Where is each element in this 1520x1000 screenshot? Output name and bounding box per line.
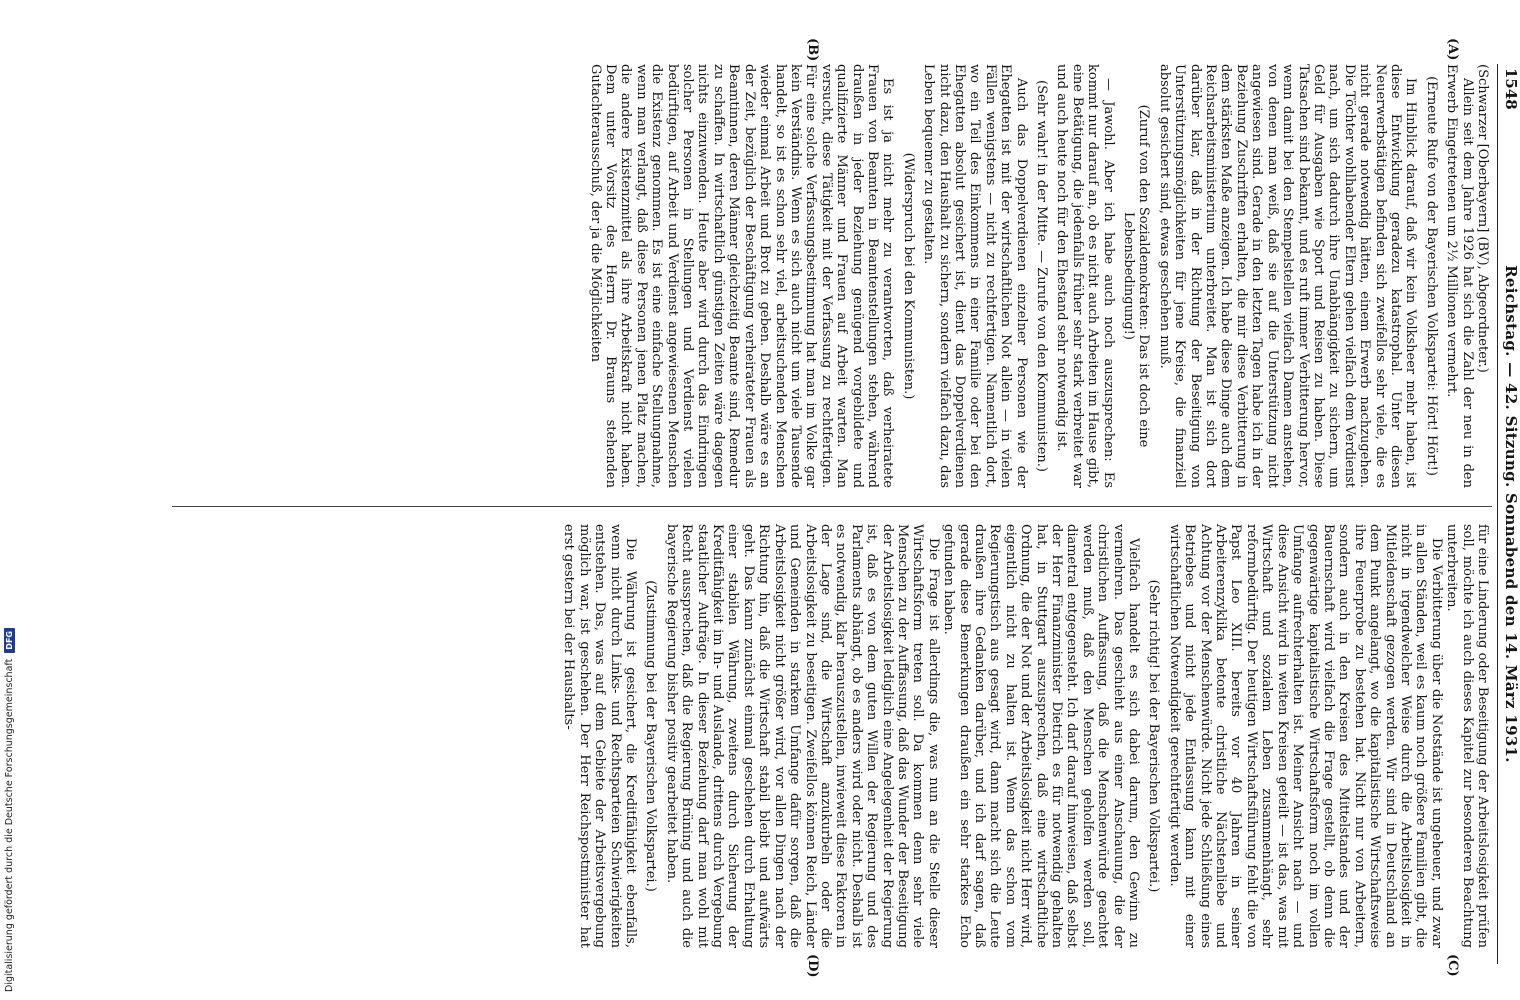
digitization-note: Digitalisierung gefördert durch die Deutsche Forschungsgemeinschaft (3, 658, 15, 992)
right-column (561, 524, 1490, 948)
margin-mark-a: (A) (1445, 38, 1460, 61)
running-title: Reichstag. — 42. Sitzung. Sonnabend den 14. März 1931. (1502, 265, 1520, 763)
left-column (587, 64, 1490, 488)
interjection: (Widerspruch bei den Kommunisten.) (900, 152, 916, 400)
interjection: (Erneute Rufe von der Bayerischen Volkspartei: Hört! Hört!) (1423, 76, 1439, 476)
interjection: (Zuruf von den Sozialdemokraten: Das ist doch eine Lebensbedingung!) (1121, 104, 1152, 448)
margin-mark-c: (C) (1445, 954, 1460, 977)
margin-mark-d: (D) (805, 954, 820, 978)
paragraph: — Jawohl. Aber ich habe auch noch auszusprechen: Es kommt nur darauf an, ob es nicht auch Arbeiten im Hause gibt, eine Betätigung, die jedenfalls früher sehr stark verbreitet war und auch heute noch für den Ehestand sehr notwendig ist. (1054, 64, 1116, 488)
paragraph: Auch das Doppelverdienen einzelner Personen wie der Ehegatten ist mit der wirtschaftlichen Not allein — in vielen Fällen wenigstens — nicht zu rechtfertigen. Namentlich dort, wo ein Teil des Einkommens in einer Familie oder bei den Ehegatten absolut gesichert ist, dient das Doppelverdienen nicht dazu, den Haushalt zu sichern, sondern vielfach dazu, das Leben bequemer zu gestalten. (921, 64, 1029, 488)
scanned-page (100, 38, 1520, 978)
digitization-note-strip (0, 0, 18, 1000)
dfg-logo: DFG (4, 628, 15, 653)
paragraph: Es ist ja nicht mehr zu verantworten, daß verheiratete Frauen von Beamten in Beamtenstellungen stehen, während draußen in jeder Beziehung genügend vorgebildete und qualifizierte Männer und Frauen auf Arbeit warten. Man versucht, diese Tätigkeit mit der Verfassung zu rechtfertigen. Für eine solche Verfassungsbestimmung hat man im Volke gar kein Verständnis. Wenn es sich auch nicht um viele Tausende handelt, so ist es schon sehr viel, arbeitsuchenden Menschen wieder einmal Arbeit und Brot zu geben. Deshalb wäre es an der Zeit, bezüglich der Beschäftigung verheirateter Frauen als Beamtinnen, deren Männer gleichzeitig Beamte sind, Remedur zu schaffen. In wirtschaftlich günstigen Zeiten wäre dagegen nichts einzuwenden. Heute aber wird durch das Eindringen solcher Personen in Stellungen und Verdienst vielen bedürftigen, auf Arbeit und Verdienst angewiesenen Menschen die Existenz genommen. Es ist eine einfache Stellungnahme, wenn man verlangt, daß diese Personen jenen Platz machen, die andere Existenzmittel als ihre Arbeitskraft nicht haben. Dem unter Vorsitz des Herrn Dr. Brauns stehenden Gutachterausschuß, der ja die Möglichkeiten (587, 64, 896, 488)
interjection: (Sehr wahr! in der Mitte. — Zurufe von den Kommunisten.) (1034, 80, 1050, 472)
paragraph: Im Hinblick darauf, daß wir kein Volksheer mehr haben, ist diese Entwicklung geradezu katastrophal. Unter diesen Neuerwerbstätigen befinden sich zweifellos sehr viele, die es nicht gerade notwendig hätten, einem Erwerb nachzugehen. Die Töchter wohlhabender Eltern gehen vielfach dem Verdienst nach, um sich dadurch ihre Unabhängigkeit zu sichern, um Geld für Ausgaben wie Sport und Reisen zu haben. Diese Tatsachen sind bekannt, und es ruft immer Verbitterung hervor, wenn damit bei den Stempelstellen vielfach Damen anstehen, von denen man weiß, daß sie auf die Unterstützung nicht angewiesen sind. Gerade in den letzten Tagen habe ich in der Beziehung Zuschriften erhalten, die mir diese Verbitterung in dem stärksten Maße anzeigen. Ich habe diese Dinge auch dem Reichsarbeitsministerium unterbreitet. Man ist sich dort darüber klar, daß in der Richtung der Beseitigung von Unterstützungsmöglichkeiten für jene Kreise, die finanziell absolut gesichert sind, etwas geschehen muß. (1156, 64, 1419, 488)
margin-mark-b: (B) (805, 38, 820, 62)
interjection: (Zustimmung bei der Bayerischen Volkspartei.) (643, 580, 659, 892)
paragraph: (Schwarzer [Oberbayern] (BV), Abgeordneter.) (1475, 64, 1490, 373)
paragraph: Vielfach handelt es sich dabei darum, den Gewinn zu vermehren. Das geschieht aus einer Anschauung, die der christlichen Auffassung, daß die Menschenwürde geachtet werden muß, daß den Menschen geholfen werden soll, diametral entgegensteht. Ich darf darauf hinweisen, daß selbst der Herr Finanzminister Dietrich es für notwendig gehalten hat, in Stuttgart auszusprechen, daß eine wirtschaftliche Ordnung, die der Not und der Arbeitslosigkeit nicht Herr wird, eigentlich nicht zu halten ist. Wenn das schon vom Regierungstisch aus gesagt wird, dann macht sich die Leute draußen ihre Gedanken darüber, und ich darf sagen, daß gerade diese Bemerkungen draußen ein sehr starkes Echo gefunden haben. (941, 524, 1142, 948)
paragraph: Die Frage ist allerdings die, was nun an die Stelle dieser Wirtschaftsform treten soll. Da kommen denn sehr viele Menschen zu der Auffassung, daß das Wunder der Beseitigung der Arbeitslosigkeit lediglich eine Angelegenheit der Regierung ist, daß es von dem guten Willen der Regierung und des Parlaments abhängt, ob es anders wird oder nicht. Deshalb ist es notwendig, klar herauszustellen, inwieweit diese Faktoren in der Lage sind, die Wirtschaft anzukurbeln oder die Arbeitslosigkeit zu beseitigen. Zweifellos können Reich, Länder und Gemeinden in starkem Umfange dafür sorgen, daß die Arbeitslosigkeit nicht größer wird, vor allen Dingen nach der Richtung hin, daß die Wirtschaft stabil bleibt und aufwärts geht. Das kann zunächst einmal geschehen durch Erhaltung einer stabilen Währung, zweitens durch Sicherung der Kreditfähigkeit im In- und Auslande, drittens durch Vergebung staatlicher Aufträge. In dieser Beziehung darf man wohl mit Recht aussprechen, daß die Regierung Brüning und auch die bayerische Regierung bisher positiv gearbeitet haben. (663, 524, 941, 948)
paragraph: Allein seit dem Jahre 1926 hat sich die Zahl der neu in den Erwerb Eingetretenen um 2½ Millionen vermehrt. (1444, 64, 1475, 488)
paragraph: Die Währung ist gesichert, die Kreditfähigkeit ebenfalls, wenn nicht durch Links- und Rechtsparteien Schwierigkeiten entstehen. Das, was auf dem Gebiete der Arbeitsvergebung möglich war, ist geschehen. Der Herr Reichspostminister hat erst gestern bei der Haushalts- (561, 524, 639, 948)
paragraph: Die Verbitterung über die Notstände ist ungeheuer, und zwar in allen Ständen, weil es kaum noch größere Familien gibt, die nicht in irgendwelcher Weise durch die Arbeitslosigkeit in Mitleidenschaft gezogen werden. Wir sind in Deutschland an dem Punkt angelangt, wo die kapitalistische Wirtschaftsweise ihre Feuerprobe zu bestehen hat. Nicht nur von Arbeitern, sondern auch in den Kreisen des Mittelstandes und der Bauernschaft wird vielfach die Frage gestellt, ob denn die gegenwärtige kapitalistische Wirtschaftsform noch im vollen Umfange aufrechterhalten ist. Meiner Ansicht nach — und diese Ansicht wird in weiten Kreisen geteilt — ist das, was mit Wirtschaft und sozialem Leben zusammenhängt, sehr reformbedürftig. Der heutigen Wirtschaftsführung fehlt die von Papst Leo XIII. bereits vor 40 Jahren in seiner Arbeiterenzyklika betonte christliche Nächstenliebe und Achtung vor der Menschenwürde. Nicht jede Schließung eines Betriebes und nicht jede Entlassung kann mit einer wirtschaftlichen Notwendigkeit gerechtfertigt werden. (1166, 524, 1444, 948)
interjection: (Sehr richtig! bei der Bayerischen Volkspartei.) (1146, 579, 1162, 893)
page-number: 1548 (1502, 68, 1520, 110)
paragraph: für eine Linderung oder Beseitigung der Arbeitslosigkeit prüfen soll, möchte ich auch dieses Kapitel zur besonderen Beachtung unterbreiten. (1444, 524, 1490, 948)
column-divider (172, 506, 1492, 507)
page-header (1497, 64, 1520, 964)
